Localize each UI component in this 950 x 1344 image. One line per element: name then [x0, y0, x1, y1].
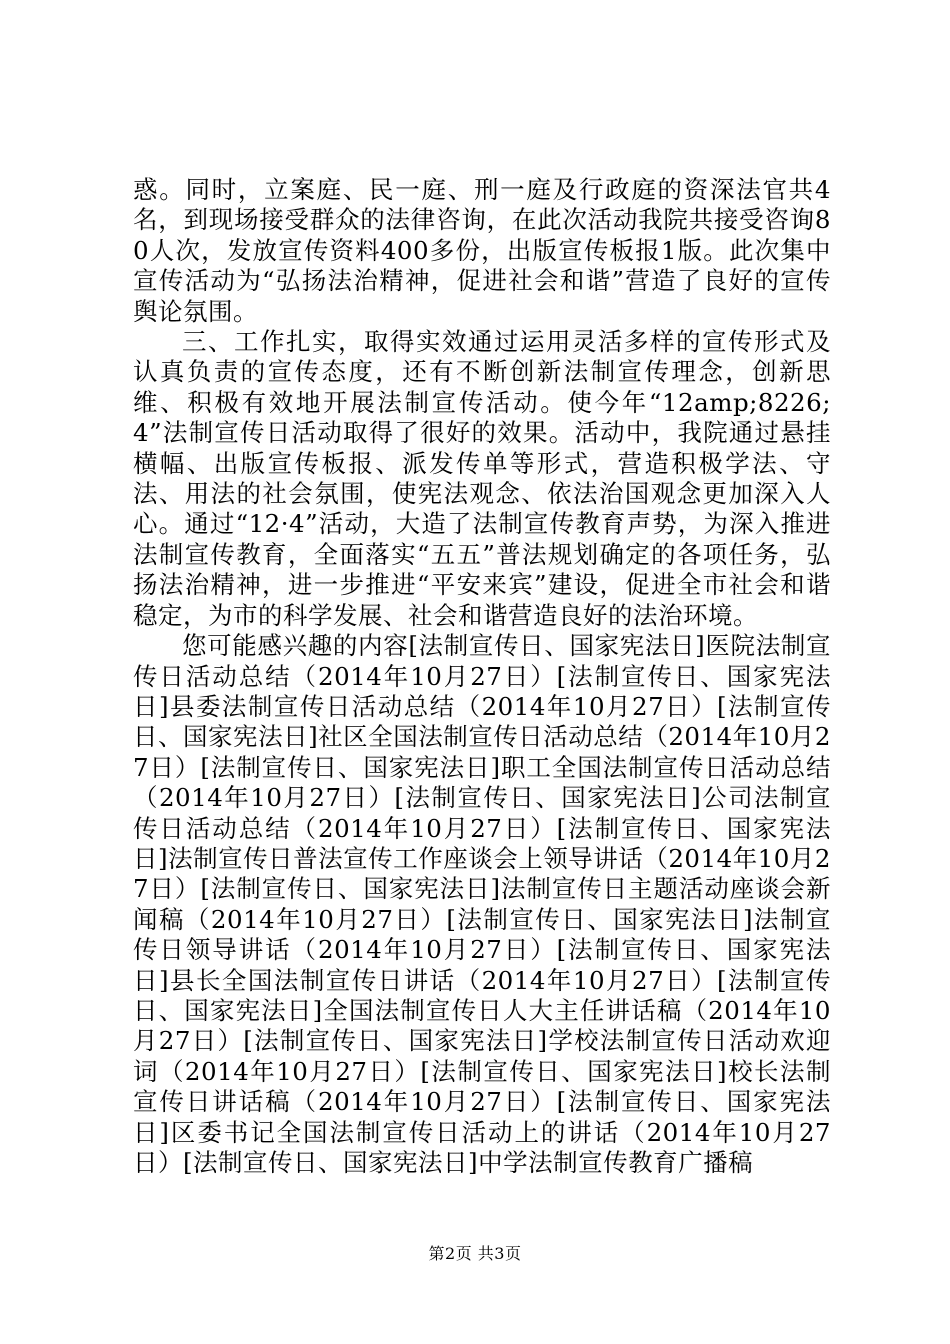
paragraph-continuation: 惑。同时，立案庭、民一庭、刑一庭及行政庭的资深法官共4名，到现场接受群众的法律咨询，在此次活动我院共接受咨询80人次，发放宣传资料400多份，出版宣传板报1版。此次集中宣传活动为“弘扬法治精神，促进社会和谐”营造了良好的宣传舆论氛围。 [133, 175, 831, 326]
paragraph-related-content: 您可能感兴趣的内容[法制宣传日、国家宪法日]医院法制宣传日活动总结（2014年10月27日）[法制宣传日、国家宪法日]县委法制宣传日活动总结（2014年10月27日）[法制宣传日、国家宪法日]社区全国法制宣传日活动总结（2014年10月27日）[法制宣传日、国家宪法日]职工全国法制宣传日活动总结（2014年10月27日）[法制宣传日、国家宪法日]公司法制宣传日活动总结（2014年10月27日）[法制宣传日、国家宪法日]法制宣传日普法宣传工作座谈会上领导讲话（2014年10月27日）[法制宣传日、国家宪法日]法制宣传日主题活动座谈会新闻稿（2014年10月27日）[法制宣传日、国家宪法日]法制宣传日领导讲话（2014年10月27日）[法制宣传日、国家宪法日]县长全国法制宣传日讲话（2014年10月27日）[法制宣传日、国家宪法日]全国法制宣传日人大主任讲话稿（2014年10月27日）[法制宣传日、国家宪法日]学校法制宣传日活动欢迎词（2014年10月27日）[法制宣传日、国家宪法日]校长法制宣传日讲话稿（2014年10月27日）[法制宣传日、国家宪法日]区委书记全国法制宣传日活动上的讲话（2014年10月27日）[法制宣传日、国家宪法日]中学法制宣传教育广播稿 [133, 631, 831, 1177]
page-footer: 第2页 共3页 [428, 1244, 522, 1263]
document-body [133, 175, 831, 1178]
paragraph-section-three: 三、工作扎实，取得实效通过运用灵活多样的宣传形式及认真负责的宣传态度，还有不断创新法制宣传理念，创新思维、积极有效地开展法制宣传活动。使今年“12amp;8226;4”法制宣传日活动取得了很好的效果。活动中，我院通过悬挂横幅、出版宣传板报、派发传单等形式，营造积极学法、守法、用法的社会氛围，使宪法观念、依法治国观念更加深入人心。通过“12·4”活动，大造了法制宣传教育声势，为深入推进法制宣传教育，全面落实“五五”普法规划确定的各项任务，弘扬法治精神，进一步推进“平安来宾”建设，促进全市社会和谐稳定，为市的科学发展、社会和谐营造良好的法治环境。 [133, 327, 831, 630]
